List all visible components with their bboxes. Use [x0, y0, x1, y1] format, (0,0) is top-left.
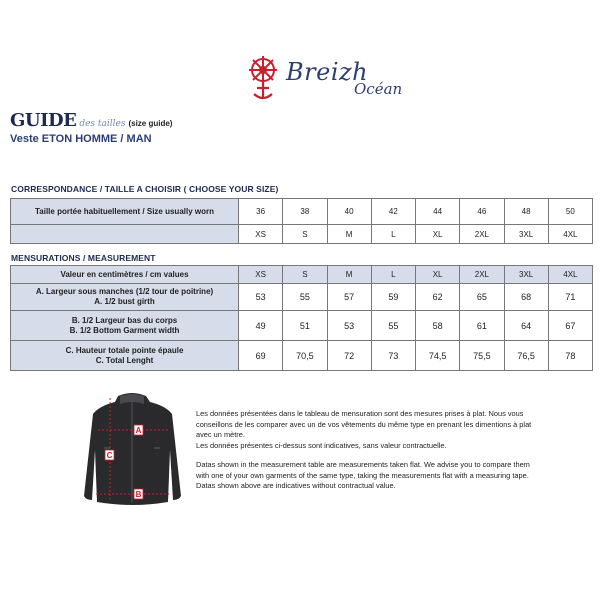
letter-size: L	[371, 225, 415, 244]
label-b: B	[135, 490, 142, 499]
notes-french	[196, 409, 551, 451]
numeric-size: 40	[327, 199, 371, 225]
label-c: C	[106, 451, 113, 460]
label-fr: A. Largeur sous manches (1/2 tour de poitrine)	[35, 287, 214, 296]
correspondance-table	[10, 198, 593, 244]
values-header-label: Valeur en centimètres / cm values	[11, 266, 239, 284]
measurement-value: 73	[371, 341, 415, 371]
label-en: C. Total Lenght	[95, 355, 154, 365]
notes-english	[196, 460, 551, 492]
measurement-value: 69	[239, 341, 283, 371]
measurement-value: 76,5	[504, 341, 548, 371]
table-row	[11, 341, 593, 371]
letter-size: XL	[416, 225, 460, 244]
letter-size: S	[283, 225, 327, 244]
guide-title: GUIDE	[10, 110, 77, 131]
measurement-value: 70,5	[283, 341, 327, 371]
label-fr: B. 1/2 Largeur bas du corps	[71, 315, 178, 325]
note-line: Les données présentes ci-dessus sont indicatives, sans valeur contractuelle.	[196, 440, 447, 450]
note-line: Datas shown above are indicatives without contractual value.	[196, 481, 396, 491]
size-header: M	[327, 266, 371, 284]
measurement-table	[10, 265, 593, 371]
label-en: A. 1/2 bust girth	[94, 297, 155, 306]
table-row	[11, 311, 593, 341]
numeric-size: 36	[239, 199, 283, 225]
measurement-value: 55	[283, 284, 327, 311]
table-row	[11, 199, 593, 225]
empty-label-cell	[11, 225, 239, 244]
letter-size: 3XL	[504, 225, 548, 244]
numeric-size: 42	[371, 199, 415, 225]
letter-size: 2XL	[460, 225, 504, 244]
numeric-size: 48	[504, 199, 548, 225]
size-header: 2XL	[460, 266, 504, 284]
note-line: conseillons de les comparer avec un de vos vêtements du même type en prenant les dimentions à plat	[196, 419, 532, 429]
size-header: 4XL	[548, 266, 592, 284]
letter-size: 4XL	[548, 225, 592, 244]
measurement-value: 75,5	[460, 341, 504, 371]
size-header: L	[371, 266, 415, 284]
brand-sub: Océan	[354, 80, 403, 98]
measurement-label	[11, 311, 239, 341]
jacket-icon	[84, 393, 181, 505]
measurement-value: 68	[504, 284, 548, 311]
guide-header	[10, 110, 172, 131]
measurement-value: 64	[504, 311, 548, 341]
size-header: XS	[239, 266, 283, 284]
measurement-value: 51	[283, 311, 327, 341]
measurement-value: 58	[416, 311, 460, 341]
measurement-value: 53	[239, 284, 283, 311]
size-header: XL	[416, 266, 460, 284]
table-row	[11, 225, 593, 244]
letter-size: XS	[239, 225, 283, 244]
numeric-size: 44	[416, 199, 460, 225]
measurement-value: 62	[416, 284, 460, 311]
measurement-value: 53	[327, 311, 371, 341]
label-en: B. 1/2 Bottom Garment width	[69, 325, 180, 335]
correspondance-heading: CORRESPONDANCE / TAILLE A CHOISIR ( CHOOSE YOUR SIZE)	[11, 184, 279, 194]
measurement-value: 78	[548, 341, 592, 371]
label-a: A	[135, 426, 142, 435]
measurement-value: 72	[327, 341, 371, 371]
measurement-value: 74,5	[416, 341, 460, 371]
guide-subtitle: des tailles	[79, 119, 126, 129]
note-line: avec un mètre.	[196, 430, 245, 440]
measurement-value: 61	[460, 311, 504, 341]
measurement-value: 49	[239, 311, 283, 341]
size-worn-label: Taille portée habituellement / Size usually worn	[11, 199, 239, 225]
measurement-value: 59	[371, 284, 415, 311]
measurement-value: 55	[371, 311, 415, 341]
size-header: 3XL	[504, 266, 548, 284]
label-fr: C. Hauteur totale pointe épaule	[65, 345, 184, 355]
guide-note: (size guide)	[128, 119, 173, 128]
jacket-measurement-diagram	[80, 388, 185, 510]
numeric-size: 38	[283, 199, 327, 225]
note-line: Les données présentées dans le tableau de mensuration sont des mesures prises à plat. Nous vous	[196, 409, 524, 418]
size-header: S	[283, 266, 327, 284]
measurement-value: 65	[460, 284, 504, 311]
measurement-value: 71	[548, 284, 592, 311]
brand-name: Breizh	[286, 58, 369, 86]
measurement-label	[11, 284, 239, 311]
table-header-row	[11, 266, 593, 284]
numeric-size: 46	[460, 199, 504, 225]
letter-size: M	[327, 225, 371, 244]
note-line: with one of your own garments of the same type, taking the measurements flat with a measuring tape.	[196, 470, 529, 480]
measurement-label	[11, 341, 239, 371]
note-line: Datas shown in the measurement table are measurements taken flat. We advise you to compare them	[196, 460, 530, 469]
product-title: Veste ETON HOMME / MAN	[10, 133, 152, 145]
measurement-value: 67	[548, 311, 592, 341]
numeric-size: 50	[548, 199, 592, 225]
table-row	[11, 284, 593, 311]
measurement-value: 57	[327, 284, 371, 311]
measurement-heading: MENSURATIONS / MEASUREMENT	[11, 253, 156, 263]
